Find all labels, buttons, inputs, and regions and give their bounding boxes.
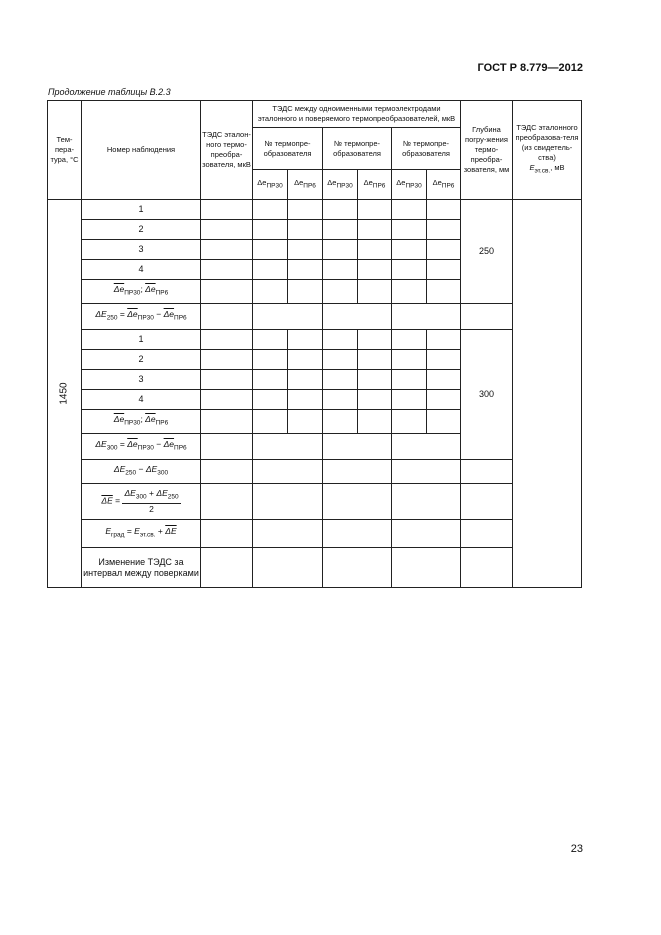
observation-number: 3 <box>82 370 201 390</box>
mean-formula: $\overline{\Delta e}_{ПР30}$; $\overline{\Delta e}_{ПР6}$ <box>82 280 201 304</box>
depth-300: 300 <box>461 330 513 460</box>
observation-number: 1 <box>82 330 201 350</box>
observation-number: 2 <box>82 220 201 240</box>
observation-number: 3 <box>82 240 201 260</box>
depth-250: 250 <box>461 200 513 304</box>
depth-header: Глубина погру-жения термо-преобра-зователя, мм <box>461 101 513 200</box>
thermo-3-header: № термопре-образователя <box>392 128 461 170</box>
de-pr6-header: $\Delta e_{ПР6}$ <box>358 170 392 200</box>
observation-header: Номер наблюдения <box>82 101 201 200</box>
temperature-header: Тем-пера-тура, °C <box>48 101 82 200</box>
delta-e-300-formula: $\Delta E_{300} = \overline{\Delta e}_{ПР30} - \overline{\Delta e}_{ПР6}$ <box>82 434 201 460</box>
emf-change-label: Изменение ТЭДС за интервал между поверками <box>82 548 201 588</box>
reference-emf-header: ТЭДС эталон-ного термо-преобра-зователя, мкВ <box>201 101 253 200</box>
mean-delta-formula: $\overline{\Delta E}$ = $\frac{\Delta E_{300} + \Delta E_{250}}{2}$ <box>82 484 201 520</box>
standard-number: ГОСТ Р 8.779—2012 <box>477 62 583 74</box>
page-number: 23 <box>570 843 583 855</box>
data-table <box>47 100 582 588</box>
de-pr6-header: $\Delta e_{ПР6}$ <box>427 170 461 200</box>
delta-difference-formula: $\Delta E_{250} - \Delta E_{300}$ <box>82 460 201 484</box>
emf-group-header: ТЭДС между одноименными термоэлектродами эталонного и поверяемого термопреобразователей, мкВ <box>253 101 461 128</box>
de-pr30-header: $\Delta e_{ПР30}$ <box>392 170 427 200</box>
certificate-emf-cell <box>513 200 582 588</box>
observation-number: 2 <box>82 350 201 370</box>
observation-number: 4 <box>82 390 201 410</box>
observation-number: 4 <box>82 260 201 280</box>
thermo-1-header: № термопре-образователя <box>253 128 323 170</box>
de-pr30-header: $\Delta e_{ПР30}$ <box>253 170 288 200</box>
mean-formula: $\overline{\Delta e}_{ПР30}$; $\overline{\Delta e}_{ПР6}$ <box>82 410 201 434</box>
thermo-2-header: № термопре-образователя <box>323 128 392 170</box>
delta-e-250-formula: $\Delta E_{250} = \overline{\Delta e}_{ПР30} - \overline{\Delta e}_{ПР6}$ <box>82 304 201 330</box>
de-pr6-header: $\Delta e_{ПР6}$ <box>288 170 323 200</box>
temperature-cell: 1450 <box>48 200 82 588</box>
gradient-formula: $E_{град} = E_{эт.св.} + \overline{\Delta E}$ <box>82 520 201 548</box>
certificate-emf-header: ТЭДС эталонного преобразова-теля (из свидетель-ства) $E_{эт.св.}$, мВ <box>513 101 582 200</box>
table-caption: Продолжение таблицы В.2.3 <box>48 87 171 97</box>
de-pr30-header: $\Delta e_{ПР30}$ <box>323 170 358 200</box>
observation-number: 1 <box>82 200 201 220</box>
